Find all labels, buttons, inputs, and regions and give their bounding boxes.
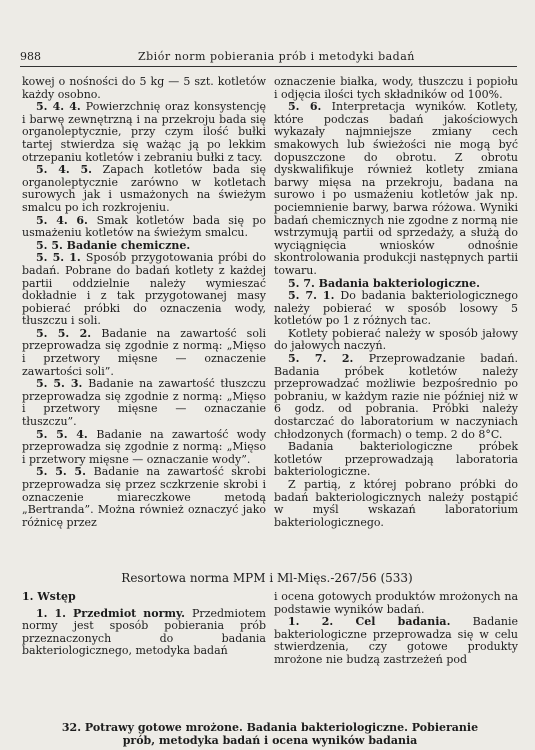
clause-text: Przeprowadzanie badań. Badania próbek kotletów należy przeprowadzać możliwie bezpośrednio po pobraniu, w każdym razie nie później niż w 6 godz. od pobrania. Próbki należy dostarczać do laboratorium w naczyniach chłodzonych (formach) o temp. 2 do 8°C. <box>274 352 518 441</box>
clause-number: 5. 5. 2. <box>36 326 102 340</box>
page-number: 988 <box>20 50 41 63</box>
clause-text: Przedmiotem normy jest sposób pobierania prób przeznaczonych do badania bakteriologicznego, metodyka badań <box>22 606 266 658</box>
bottom-right-paragraph <box>274 616 518 666</box>
clause-number: 5. 4. 5. <box>36 163 103 177</box>
clause-text: kowej o nośności do 5 kg — 5 szt. kotletów każdy osobno. <box>22 75 266 101</box>
clause-text: Badanie chemiczne. <box>66 238 191 252</box>
clause-text: Badania bakteriologiczne. <box>318 276 481 290</box>
right-column-paragraph <box>274 479 518 529</box>
right-column-paragraph <box>274 353 518 441</box>
norm-reference: Resortowa norma MPM i Ml-Mięs.-267/56 (533) <box>121 571 413 585</box>
clause-text: Badanie na zawartość skrobi przeprowadza się przez sczkrzenie skrobi i oznaczenie miareczkowe metodą „Bertranda”. Można również oznaczyć jako różnicę przez <box>22 465 266 529</box>
left-column-paragraph <box>22 466 266 529</box>
right-column-paragraph <box>274 101 518 277</box>
clause-number: 5. 5. 3. <box>36 377 89 391</box>
section-title-line-2: prób, metodyka badań i ocena wyników badania <box>122 734 418 747</box>
left-column-paragraph <box>22 378 266 428</box>
right-column-paragraph <box>274 441 518 479</box>
clause-number: 5. 4. 6. <box>36 213 97 227</box>
left-column-paragraph <box>22 76 266 101</box>
clause-number: 5. 5. 4. <box>36 427 97 441</box>
clause-text: Badanie na zawartość tłuszczu przeprowadza się zgodnie z normą: „Mięso i przetwory mięsne — oznaczanie tłuszczu”. <box>22 377 266 429</box>
clause-text: Zapach kotletów bada się organoleptycznie zarówno w kotletach surowych jak i usmażonych na świeżym smalcu po ich rozkrojeniu. <box>22 163 266 214</box>
right-column <box>274 76 518 529</box>
left-column-paragraph <box>22 252 266 328</box>
section-title-line-1: 32. Potrawy gotowe mrożone. Badania bakteriologiczne. Pobieranie <box>61 721 479 734</box>
bottom-right-column <box>274 591 518 667</box>
bottom-right-paragraph: i ocena gotowych produktów mrożonych na podstawie wyników badań. <box>274 590 518 616</box>
clause-text: Powierzchnię oraz konsystencję i barwę zewnętrzną i na przekroju bada się organoleptycznie, przy czym ilość bułki tartej stwierdza się ważąc ją po lekkim otrzepaniu kotletów i zebraniu bułki z tacy. <box>22 100 266 164</box>
clause-text: Badanie bakteriologiczne przeprowadza się w celu stwierdzenia, czy gotowe produkty mrożone nie budzą zastrzeżeń pod <box>274 615 518 666</box>
left-column-paragraph <box>22 164 266 214</box>
clause-number: 5. 5. <box>36 238 67 252</box>
subsection-heading: 1. Wstęp <box>22 590 76 603</box>
left-column-paragraph <box>22 328 266 378</box>
section-title <box>28 721 512 747</box>
right-column-paragraph <box>274 290 518 328</box>
left-column-paragraph <box>22 101 266 164</box>
clause-text: oznaczenie białka, wody, tłuszczu i popiołu i odjęcia ilości tych składników od 100%. <box>274 75 518 101</box>
clause-text: Sposób przygotowania próbi do badań. Pobrane do badań kotlety z każdej partii oddzielnie należy wymieszać dokładnie i z tak przygotowanej masy pobierać próbki do oznaczenia wody, tłuszczu i soli. <box>22 251 266 328</box>
clause-text: Smak kotletów bada się po usmażeniu kotletów na świeżym smalcu. <box>22 213 266 240</box>
clause-text: Kotlety pobierać należy w sposób jałowy do jałowych naczyń. <box>274 326 518 353</box>
clause-number: 1. 1. <box>36 606 74 620</box>
running-header <box>20 50 517 67</box>
clause-number: 5. 6. <box>288 100 332 114</box>
right-column-paragraph <box>274 328 518 353</box>
clause-text: Z partią, z której pobrano próbki do badań bakteriologicznych należy postąpić w myśl wskazań laboratorium bakteriologicznego. <box>274 478 518 529</box>
clause-number: 5. 4. 4. <box>36 100 86 114</box>
clause-heading: Przedmiot normy. <box>73 606 193 620</box>
clause-number: 5. 7. 2. <box>288 352 369 366</box>
bottom-left-paragraph <box>22 608 266 658</box>
clause-number: 5. 5. 1. <box>36 251 86 265</box>
right-column-paragraph <box>274 76 518 101</box>
left-column <box>22 76 266 529</box>
clause-text: Badanie na zawartość soli przeprowadza się zgodnie z normą: „Mięso i przetwory mięsne — oznaczenie zawartości soli”. <box>22 326 266 378</box>
clause-heading: Cel badania. <box>355 615 473 629</box>
running-title: Zbiór norm pobierania prób i metodyki badań <box>138 50 415 63</box>
clause-text: Do badania bakteriologicznego należy pobierać w sposób losowy 5 kotletów po 1 z różnych tac. <box>274 289 518 328</box>
left-column-paragraph <box>22 215 266 240</box>
clause-text: Interpretacja wyników. Kotlety, które podczas badań jakościowych wykazały najmniejsze zmiany cech smakowych lub świeżości nie mogą być dopuszczone do obrotu. Z obrotu dyskwalifikuje również kotlety zmiana barwy mięsa na przekroju, badana na surowo i po usmażeniu kotletów jak np. pociemnienie barwy, barwa różowa. Wyniki badań chemicznych nie zgodne z normą nie wstrzymują partii od sprzedaży, a służą do wyciągnięcia wniosków odnośnie skontrolowania produkcji następnych partii towaru. <box>274 100 518 277</box>
bottom-left-column <box>22 591 266 658</box>
clause-number: 5. 5. 5. <box>36 465 94 479</box>
clause-number: 1. 2. <box>288 615 356 629</box>
clause-number: 5. 7. <box>288 276 319 290</box>
clause-number: 5. 7. 1. <box>288 289 341 303</box>
clause-text: Badania bakteriologiczne próbek kotletów przeprowadzają laboratoria bakteriologiczne. <box>274 440 518 479</box>
clause-text: Badanie na zawartość wody przeprowadza się zgodnie z normą: „Mięso i przetwory mięsne — oznaczanie wody”. <box>22 427 266 466</box>
left-column-paragraph <box>22 429 266 467</box>
